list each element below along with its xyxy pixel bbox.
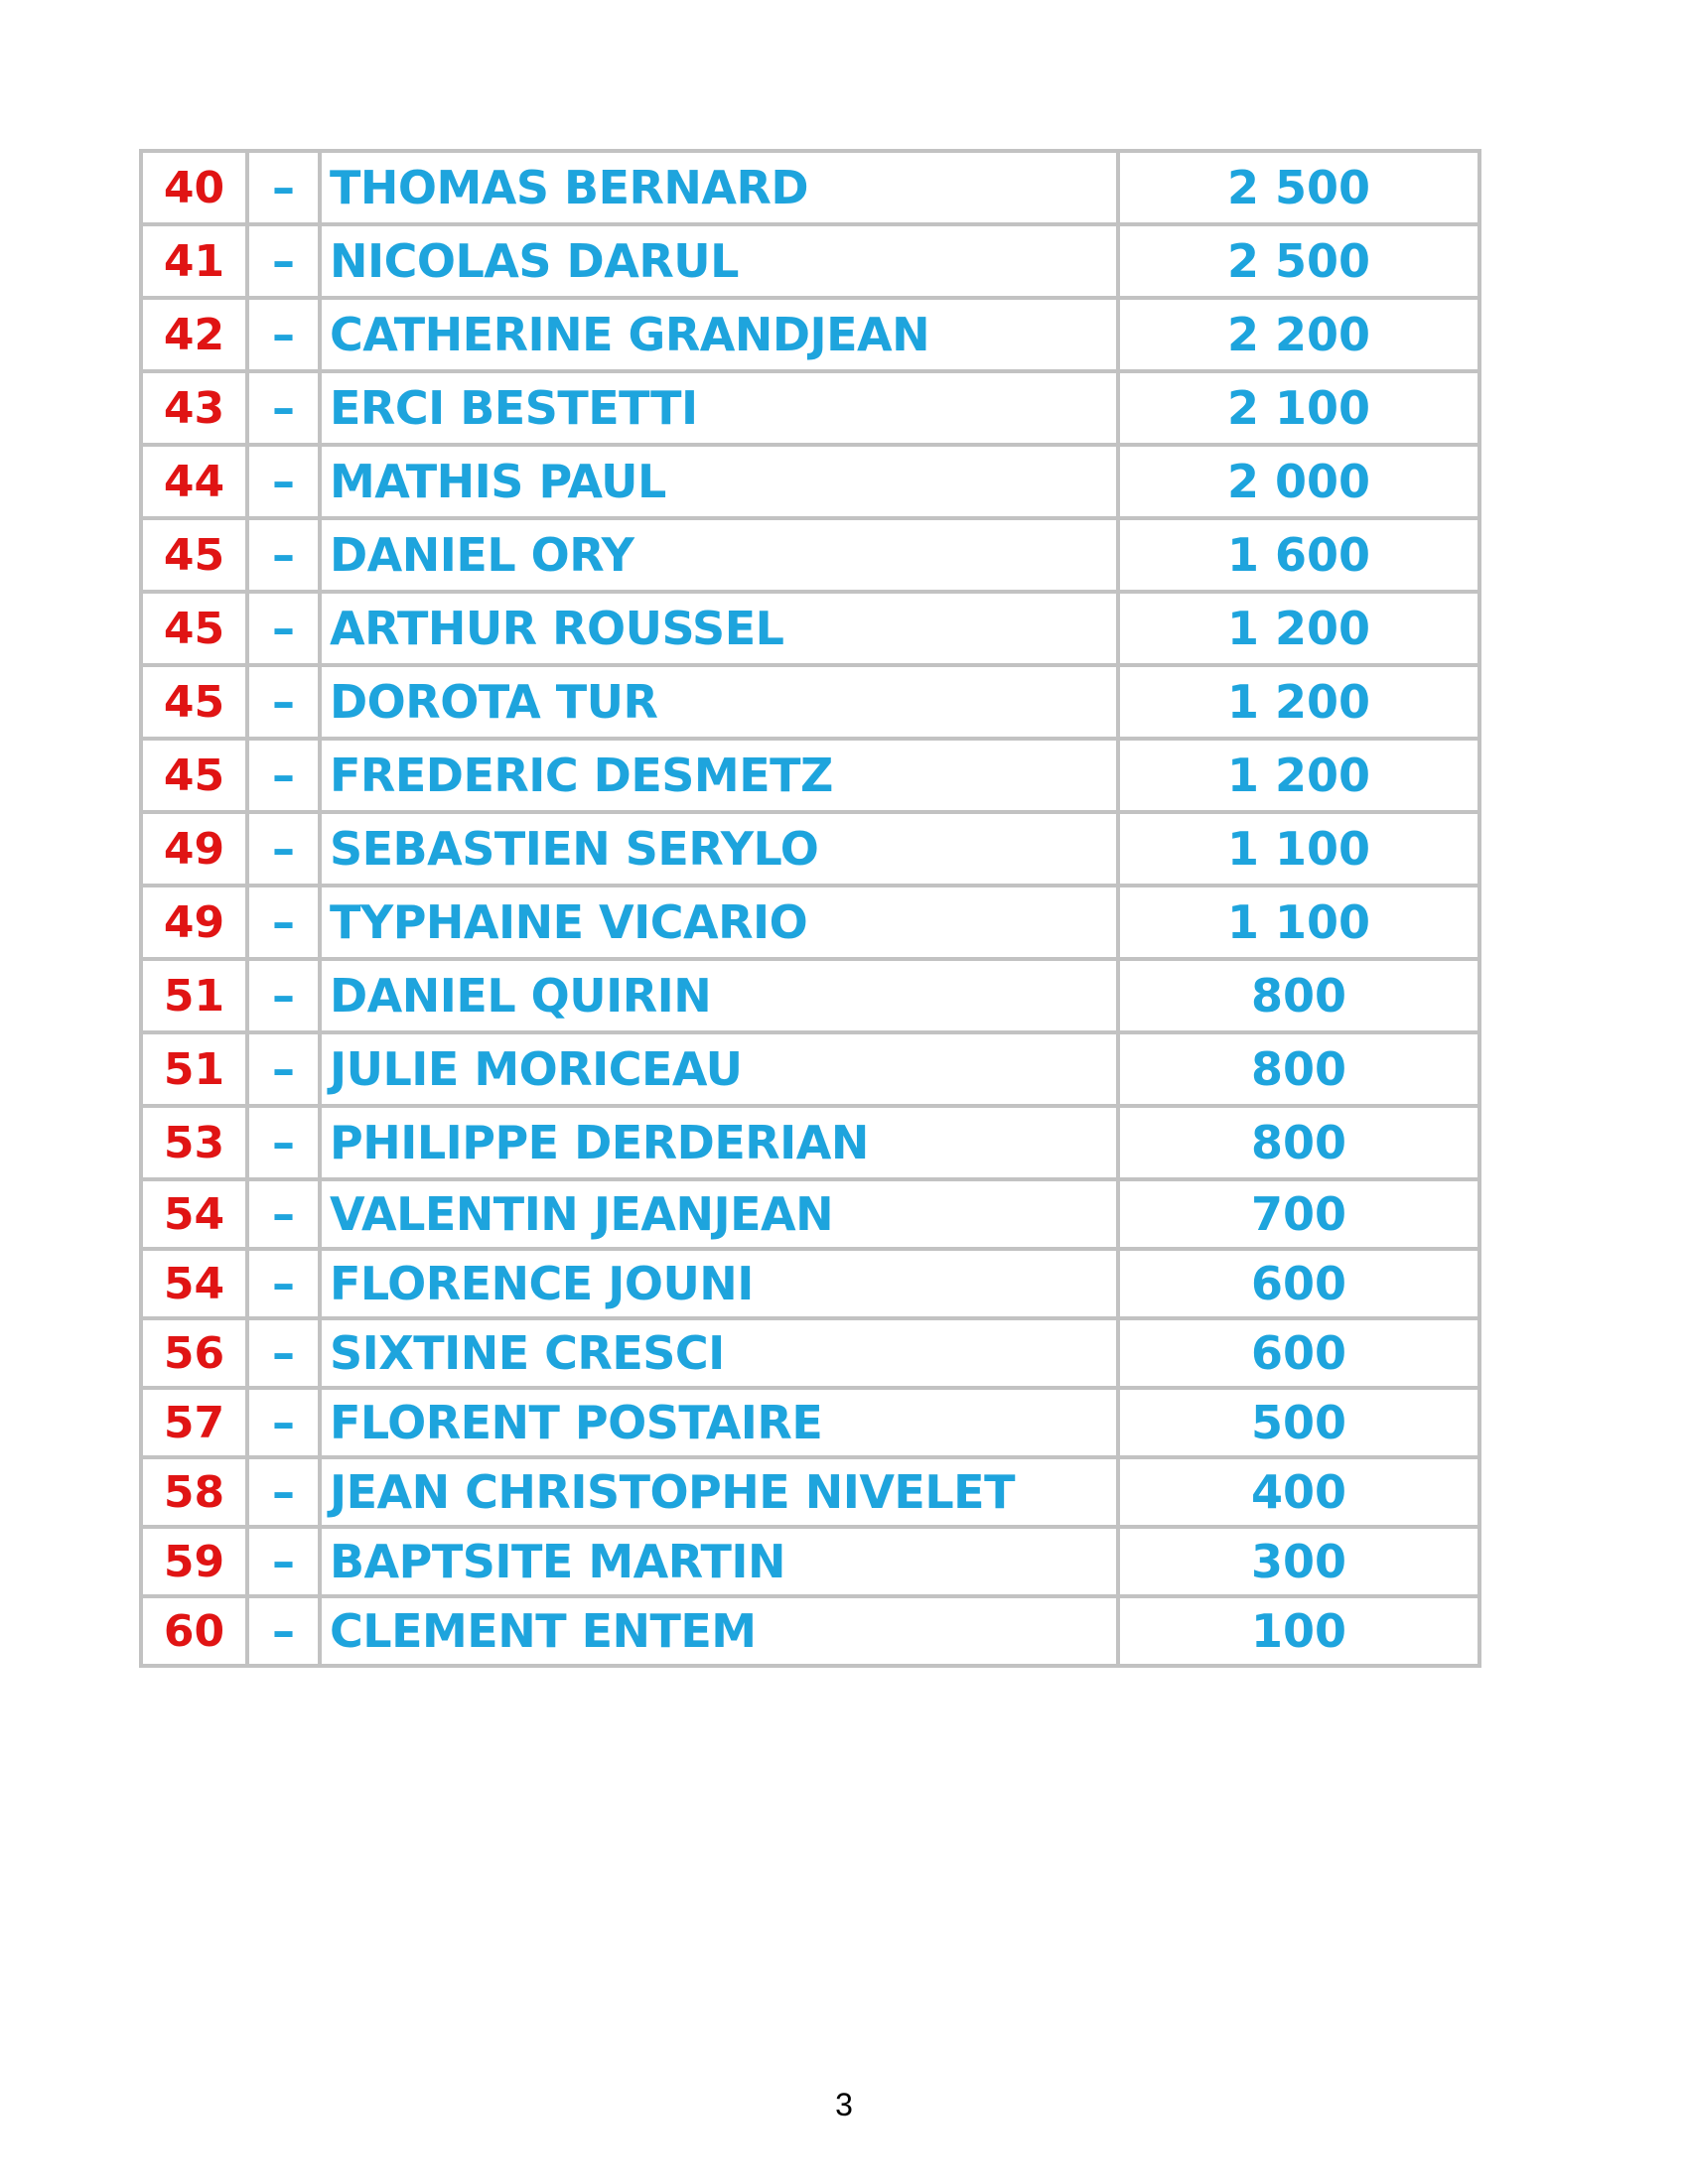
dash-cell: –: [247, 592, 320, 665]
table-row: [141, 812, 1479, 886]
rank-cell: 45: [141, 518, 247, 592]
table-row: [141, 1596, 1479, 1666]
rank-cell: 42: [141, 298, 247, 371]
name-cell: DANIEL ORY: [320, 518, 1118, 592]
name-cell: PHILIPPE DERDERIAN: [320, 1106, 1118, 1179]
table-row: [141, 151, 1479, 224]
score-cell: 100: [1118, 1596, 1479, 1666]
dash-cell: –: [247, 224, 320, 298]
table-row: [141, 959, 1479, 1032]
name-cell: THOMAS BERNARD: [320, 151, 1118, 224]
ranking-table: [139, 149, 1481, 1668]
table-row: [141, 592, 1479, 665]
score-cell: 800: [1118, 959, 1479, 1032]
rank-cell: 51: [141, 959, 247, 1032]
dash-cell: –: [247, 1179, 320, 1249]
name-cell: FLORENT POSTAIRE: [320, 1388, 1118, 1457]
score-cell: 800: [1118, 1032, 1479, 1106]
score-cell: 1 600: [1118, 518, 1479, 592]
score-cell: 500: [1118, 1388, 1479, 1457]
name-cell: ERCI BESTETTI: [320, 371, 1118, 445]
dash-cell: –: [247, 665, 320, 739]
table-row: [141, 1249, 1479, 1318]
table-row: [141, 886, 1479, 959]
score-cell: 1 100: [1118, 812, 1479, 886]
score-cell: 600: [1118, 1318, 1479, 1388]
table-row: [141, 1457, 1479, 1527]
dash-cell: –: [247, 1596, 320, 1666]
dash-cell: –: [247, 739, 320, 812]
table-row: [141, 371, 1479, 445]
dash-cell: –: [247, 151, 320, 224]
score-cell: 2 500: [1118, 151, 1479, 224]
rank-cell: 51: [141, 1032, 247, 1106]
rank-cell: 54: [141, 1249, 247, 1318]
ranking-table-body: [141, 151, 1479, 1666]
rank-cell: 54: [141, 1179, 247, 1249]
name-cell: FLORENCE JOUNI: [320, 1249, 1118, 1318]
score-cell: 2 200: [1118, 298, 1479, 371]
rank-cell: 60: [141, 1596, 247, 1666]
name-cell: MATHIS PAUL: [320, 445, 1118, 518]
score-cell: 300: [1118, 1527, 1479, 1596]
score-cell: 2 500: [1118, 224, 1479, 298]
name-cell: SEBASTIEN SERYLO: [320, 812, 1118, 886]
dash-cell: –: [247, 518, 320, 592]
rank-cell: 44: [141, 445, 247, 518]
rank-cell: 43: [141, 371, 247, 445]
name-cell: SIXTINE CRESCI: [320, 1318, 1118, 1388]
table-row: [141, 1106, 1479, 1179]
dash-cell: –: [247, 1388, 320, 1457]
table-row: [141, 1527, 1479, 1596]
score-cell: 1 100: [1118, 886, 1479, 959]
dash-cell: –: [247, 1106, 320, 1179]
score-cell: 2 000: [1118, 445, 1479, 518]
dash-cell: –: [247, 959, 320, 1032]
dash-cell: –: [247, 298, 320, 371]
score-cell: 1 200: [1118, 665, 1479, 739]
table-row: [141, 1179, 1479, 1249]
name-cell: JEAN CHRISTOPHE NIVELET: [320, 1457, 1118, 1527]
name-cell: JULIE MORICEAU: [320, 1032, 1118, 1106]
table-row: [141, 739, 1479, 812]
dash-cell: –: [247, 371, 320, 445]
rank-cell: 45: [141, 739, 247, 812]
rank-cell: 59: [141, 1527, 247, 1596]
rank-cell: 40: [141, 151, 247, 224]
rank-cell: 49: [141, 812, 247, 886]
rank-cell: 45: [141, 665, 247, 739]
name-cell: VALENTIN JEANJEAN: [320, 1179, 1118, 1249]
table-row: [141, 1032, 1479, 1106]
dash-cell: –: [247, 812, 320, 886]
dash-cell: –: [247, 886, 320, 959]
score-cell: 1 200: [1118, 739, 1479, 812]
dash-cell: –: [247, 1318, 320, 1388]
table-row: [141, 1388, 1479, 1457]
score-cell: 1 200: [1118, 592, 1479, 665]
table-row: [141, 665, 1479, 739]
score-cell: 700: [1118, 1179, 1479, 1249]
rank-cell: 56: [141, 1318, 247, 1388]
rank-cell: 49: [141, 886, 247, 959]
score-cell: 600: [1118, 1249, 1479, 1318]
rank-cell: 58: [141, 1457, 247, 1527]
page-number: 3: [835, 2087, 853, 2122]
name-cell: ARTHUR ROUSSEL: [320, 592, 1118, 665]
rank-cell: 53: [141, 1106, 247, 1179]
name-cell: FREDERIC DESMETZ: [320, 739, 1118, 812]
rank-cell: 41: [141, 224, 247, 298]
table-row: [141, 1318, 1479, 1388]
dash-cell: –: [247, 445, 320, 518]
dash-cell: –: [247, 1032, 320, 1106]
table-row: [141, 298, 1479, 371]
rank-cell: 45: [141, 592, 247, 665]
table-row: [141, 445, 1479, 518]
name-cell: CLEMENT ENTEM: [320, 1596, 1118, 1666]
score-cell: 800: [1118, 1106, 1479, 1179]
score-cell: 2 100: [1118, 371, 1479, 445]
name-cell: DANIEL QUIRIN: [320, 959, 1118, 1032]
dash-cell: –: [247, 1249, 320, 1318]
score-cell: 400: [1118, 1457, 1479, 1527]
table-row: [141, 224, 1479, 298]
table-row: [141, 518, 1479, 592]
name-cell: CATHERINE GRANDJEAN: [320, 298, 1118, 371]
rank-cell: 57: [141, 1388, 247, 1457]
name-cell: DOROTA TUR: [320, 665, 1118, 739]
dash-cell: –: [247, 1527, 320, 1596]
name-cell: TYPHAINE VICARIO: [320, 886, 1118, 959]
name-cell: BAPTSITE MARTIN: [320, 1527, 1118, 1596]
dash-cell: –: [247, 1457, 320, 1527]
name-cell: NICOLAS DARUL: [320, 224, 1118, 298]
